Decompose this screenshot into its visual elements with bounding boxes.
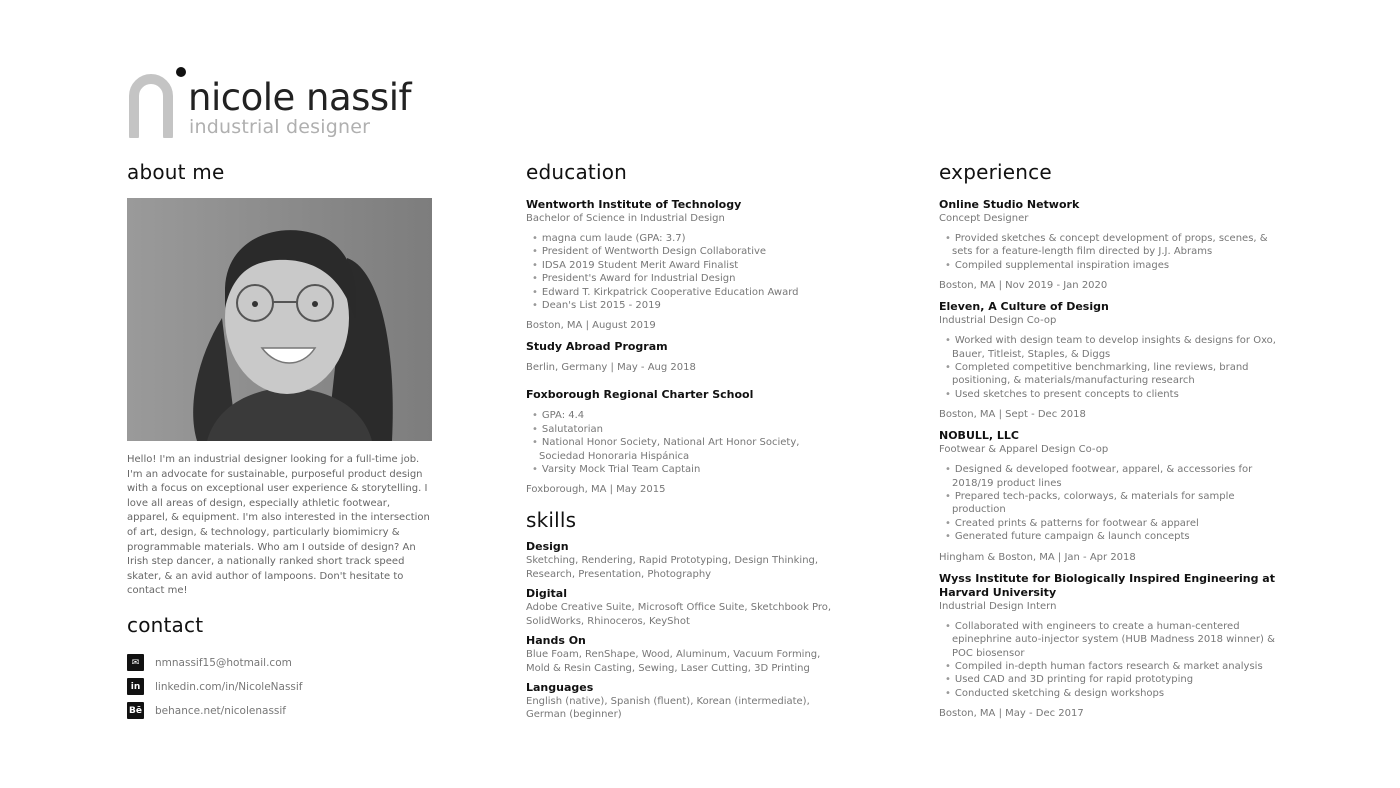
bullet-list (944, 232, 1279, 272)
skills-heading: skills (526, 508, 577, 533)
entry-subtitle: Bachelor of Science in Industrial Design (526, 213, 725, 224)
entry-title: Wyss Institute for Biologically Inspired Engineering at Harvard University (939, 571, 1275, 599)
entry-subtitle: Industrial Design Co-op (939, 315, 1057, 327)
bullet-item: • Provided sketches & concept development of props, scenes, & sets for a feature-length film directed by J.J. Abrams (944, 232, 1279, 259)
skill-title: Languages (526, 680, 594, 694)
bullet-item: • Conducted sketching & design workshops (944, 687, 1279, 700)
education-entry (526, 388, 846, 496)
bullet-item: • Designed & developed footwear, apparel, & accessories for 2018/19 product lines (944, 463, 1279, 490)
education-heading: education (526, 160, 628, 184)
bullet-item: • Salutatorian (531, 423, 846, 436)
skills-list (526, 540, 846, 721)
linkedin-icon: in (127, 678, 144, 695)
entry-location: Hingham & Boston, MA | Jan - Apr 2018 (939, 551, 1136, 563)
bullet-item: • President of Wentworth Design Collaborative (531, 245, 846, 258)
education-column (526, 160, 846, 722)
email-icon: ✉ (127, 654, 144, 671)
contact-linkedin[interactable] (127, 675, 437, 699)
bullet-list (944, 620, 1279, 700)
education-entry (526, 198, 846, 332)
skill-text: Blue Foam, RenShape, Wood, Aluminum, Vacuum Forming, Mold & Resin Casting, Sewing, Laser Cutting, 3D Printing (526, 649, 821, 674)
entry-title: Online Studio Network (939, 198, 1080, 211)
entry-title: Study Abroad Program (526, 340, 668, 354)
email-link[interactable]: nmnassif15@hotmail.com (155, 656, 292, 669)
experience-entry (939, 198, 1279, 292)
behance-link[interactable]: behance.net/nicolenassif (155, 704, 286, 717)
bullet-list (531, 232, 846, 312)
contact-behance[interactable] (127, 699, 437, 723)
entry-location: Boston, MA | May - Dec 2017 (939, 708, 1084, 720)
bullet-item: • Created prints & patterns for footwear & apparel (944, 517, 1279, 530)
entry-location: Boston, MA | Sept - Dec 2018 (939, 409, 1086, 421)
bullet-item: • National Honor Society, National Art Honor Society, Sociedad Honoraria Hispánica (531, 436, 846, 463)
experience-entry (939, 572, 1279, 720)
entry-title: Foxborough Regional Charter School (526, 388, 754, 402)
about-bio: Hello! I'm an industrial designer looking for a full-time job. I'm an advocate for sustainable, purposeful product design with a focus on exceptional user experience & storytelling. I love all areas of design, especially athletic footwear, apparel, & equipment. I'm also interested in the intersection of art, design, & technology, particularly biomimicry & programmable materials. Who am I outside of design? An Irish step dancer, a nationally ranked short track speed skater, & an avid author of lampoons. Don't hesitate to contact me! (127, 454, 430, 597)
bullet-item: • President's Award for Industrial Design (531, 272, 846, 285)
bullet-item: • Generated future campaign & launch concepts (944, 530, 1279, 543)
skill-title: Hands On (526, 634, 586, 648)
entry-title: NOBULL, LLC (939, 429, 1019, 443)
education-entry (526, 340, 846, 374)
profile-photo (127, 198, 432, 441)
bullet-list (944, 334, 1279, 401)
experience-entry (939, 300, 1279, 421)
bullet-item: • Compiled in-depth human factors research & market analysis (944, 660, 1279, 673)
about-column (127, 160, 437, 723)
bullet-item: • Edward T. Kirkpatrick Cooperative Education Award (531, 286, 846, 299)
skill-title: Design (526, 540, 569, 554)
entry-subtitle: Industrial Design Intern (939, 600, 1057, 612)
behance-icon: Bē (127, 702, 144, 719)
about-heading: about me (127, 160, 225, 184)
skill-title: Digital (526, 587, 567, 601)
contact-list (127, 651, 437, 723)
bullet-item: • Used sketches to present concepts to clients (944, 388, 1279, 401)
bullet-item: • Compiled supplemental inspiration images (944, 259, 1279, 272)
bullet-list (944, 463, 1279, 543)
entry-subtitle: Concept Designer (939, 213, 1029, 224)
bullet-item: • GPA: 4.4 (531, 409, 846, 422)
skill-text: English (native), Spanish (fluent), Korean (intermediate), German (beginner) (526, 695, 810, 721)
header-title: industrial designer (189, 116, 371, 138)
experience-heading: experience (939, 160, 1052, 184)
experience-column (939, 160, 1279, 728)
entry-title: Wentworth Institute of Technology (526, 198, 742, 211)
bullet-item: • Used CAD and 3D printing for rapid prototyping (944, 673, 1279, 686)
bullet-item: • Worked with design team to develop insights & designs for Oxo, Bauer, Titleist, Staples, & Diggs (944, 334, 1279, 361)
bullet-item: • Varsity Mock Trial Team Captain (531, 463, 846, 476)
linkedin-link[interactable]: linkedin.com/in/NicoleNassif (155, 680, 303, 693)
entry-subtitle: Footwear & Apparel Design Co-op (939, 444, 1109, 456)
experience-entry (939, 429, 1279, 563)
skill-text: Adobe Creative Suite, Microsoft Office Suite, Sketchbook Pro, SolidWorks, Rhinoceros, KeyShot (526, 602, 832, 627)
bullet-item: • IDSA 2019 Student Merit Award Finalist (531, 259, 846, 272)
bullet-list (531, 409, 846, 476)
contact-heading: contact (127, 612, 204, 637)
entry-location: Boston, MA | Nov 2019 - Jan 2020 (939, 280, 1108, 292)
entry-title: Eleven, A Culture of Design (939, 300, 1109, 314)
contact-email[interactable] (127, 651, 437, 675)
bullet-item: • magna cum laude (GPA: 3.7) (531, 232, 846, 245)
n-logo-icon (127, 66, 187, 138)
skill-text: Sketching, Rendering, Rapid Prototyping, Design Thinking, Research, Presentation, Photography (526, 555, 819, 580)
bullet-item: • Collaborated with engineers to create a human-centered epinephrine auto-injector system (HUB Madness 2018 winner) & POC biosensor (944, 620, 1279, 660)
entry-location: Foxborough, MA | May 2015 (526, 484, 666, 496)
header-name: nicole nassif (188, 76, 411, 119)
bullet-item: • Completed competitive benchmarking, line reviews, brand positioning, & materials/manufacturing research (944, 361, 1279, 388)
bullet-item: • Dean's List 2015 - 2019 (531, 299, 846, 312)
entry-location: Boston, MA | August 2019 (526, 320, 656, 332)
bullet-item: • Prepared tech-packs, colorways, & materials for sample production (944, 490, 1279, 517)
entry-location: Berlin, Germany | May - Aug 2018 (526, 362, 696, 374)
